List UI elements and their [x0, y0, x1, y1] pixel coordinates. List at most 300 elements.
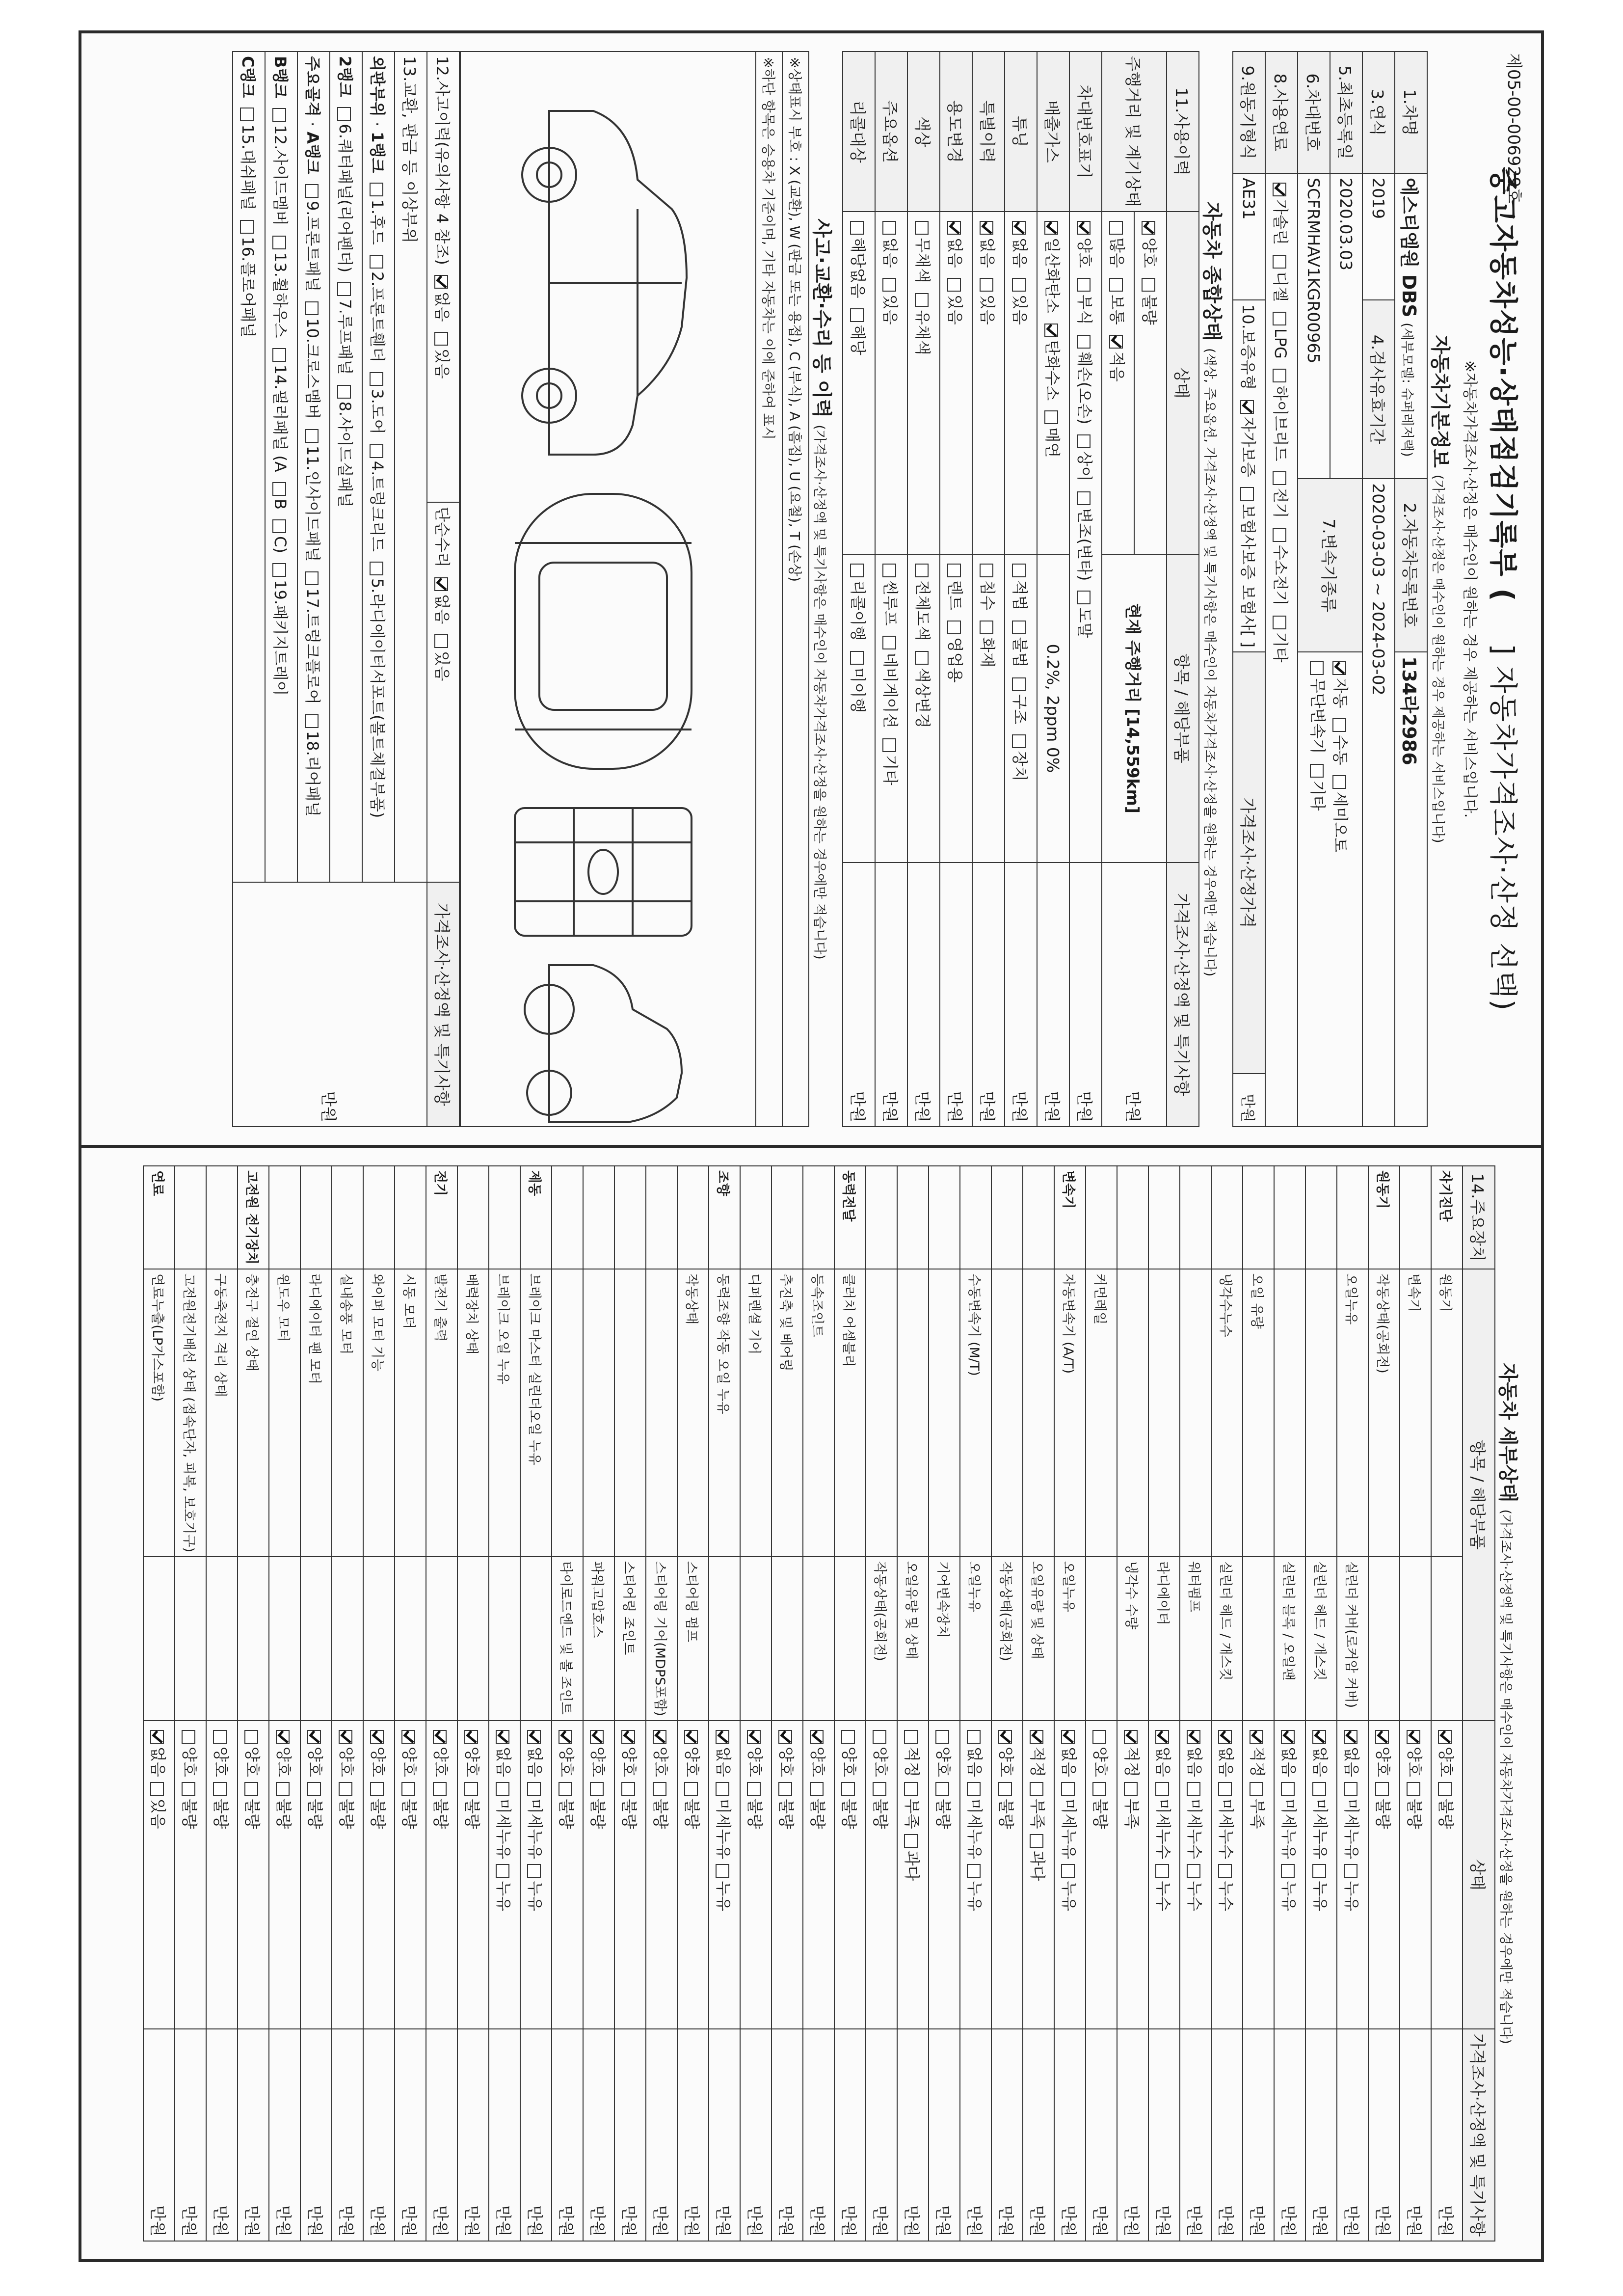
trans-opt-other: 기타	[1308, 780, 1327, 811]
detail-group: 연료	[143, 1166, 175, 1269]
detail-price-head: 가격조사·산정액 및 특기사항	[1463, 2029, 1495, 2241]
checkbox-icon[interactable]	[150, 1730, 164, 1744]
use-change-options	[940, 212, 972, 554]
checkbox-icon[interactable]	[337, 385, 351, 399]
vin-label: 6.차대번호	[1298, 52, 1330, 173]
checkbox-icon[interactable]	[182, 1782, 195, 1796]
checkbox-icon[interactable]	[1044, 221, 1058, 235]
checkbox-icon[interactable]	[1124, 1782, 1138, 1796]
opt: 부식	[1075, 294, 1094, 325]
detail-group	[960, 1166, 991, 1269]
checkbox-icon[interactable]	[850, 564, 864, 577]
state-option-label: 적정	[1248, 1746, 1267, 1777]
checkbox-icon[interactable]	[272, 519, 286, 533]
detail-row	[1243, 1166, 1274, 2241]
checkbox-icon[interactable]	[904, 1730, 918, 1744]
checkbox-icon[interactable]	[947, 621, 961, 634]
checkbox-icon[interactable]	[1142, 278, 1155, 292]
detail-row	[834, 1166, 866, 2241]
checkbox-icon[interactable]	[1109, 278, 1123, 292]
checkbox-icon[interactable]	[1012, 564, 1026, 577]
checkbox-icon[interactable]	[621, 1730, 635, 1744]
checkbox-icon[interactable]	[850, 651, 864, 665]
title-note: ※자동차가격조사·산정은 매수인이 원하는 경우 제공하는 서비스입니다.	[1461, 360, 1478, 818]
checkbox-icon[interactable]	[915, 293, 929, 307]
checkbox-icon[interactable]	[810, 1782, 824, 1796]
checkbox-icon[interactable]	[1250, 1782, 1263, 1796]
checkbox-icon[interactable]	[1012, 734, 1026, 748]
checkbox-icon[interactable]	[1044, 324, 1058, 337]
detail-part: 스티어링 조인트	[614, 1557, 646, 1721]
checkbox-icon[interactable]	[1312, 1730, 1326, 1744]
checkbox-icon[interactable]	[1310, 764, 1324, 778]
checkbox-icon[interactable]	[1142, 221, 1155, 235]
part: C)	[271, 536, 290, 553]
state-option-label: 누유	[1060, 1881, 1078, 1912]
special-history-sub	[972, 554, 1005, 863]
detail-price: 만원	[206, 2029, 238, 2241]
checkbox-icon[interactable]	[1332, 661, 1346, 675]
checkbox-icon[interactable]	[1092, 1782, 1106, 1796]
detail-row	[614, 1166, 646, 2241]
state-option-label: 부족	[1028, 1798, 1047, 1829]
checkbox-icon[interactable]	[980, 221, 993, 235]
checkbox-icon[interactable]	[1187, 1864, 1200, 1878]
vin-value: SCFRMHAV1KGR00965	[1298, 173, 1330, 479]
checkbox-icon[interactable]	[998, 1782, 1012, 1796]
checkbox-icon[interactable]	[339, 1730, 352, 1744]
checkbox-icon[interactable]	[1155, 1730, 1169, 1744]
checkbox-icon[interactable]	[684, 1782, 698, 1796]
checkbox-icon[interactable]	[1030, 1730, 1043, 1744]
detail-state	[1211, 1721, 1243, 2029]
state-option-label: 양호	[683, 1746, 701, 1777]
checkbox-icon[interactable]	[1061, 1730, 1075, 1744]
detail-subgroup: 실내송풍 모터	[332, 1269, 363, 1557]
checkbox-icon[interactable]	[305, 301, 319, 315]
checkbox-icon[interactable]	[1273, 369, 1286, 382]
checkbox-icon[interactable]	[1273, 312, 1286, 325]
checkbox-icon[interactable]	[1187, 1782, 1200, 1796]
checkbox-icon[interactable]	[1077, 591, 1091, 604]
checkbox-icon[interactable]	[244, 1730, 258, 1744]
checkbox-icon[interactable]	[496, 1730, 509, 1744]
checkbox-icon[interactable]	[1375, 1730, 1389, 1744]
checkbox-icon[interactable]	[873, 1730, 886, 1744]
checkbox-icon[interactable]	[276, 1782, 290, 1796]
detail-group	[1180, 1166, 1211, 1269]
checkbox-icon[interactable]	[433, 1730, 447, 1744]
checkbox-icon[interactable]	[464, 1730, 478, 1744]
checkbox-icon[interactable]	[1344, 1730, 1357, 1744]
state-option-label: 없음	[714, 1746, 733, 1777]
state-option-label: 없음	[1311, 1746, 1330, 1777]
detail-price: 만원	[866, 2029, 897, 2241]
checkbox-icon[interactable]	[882, 221, 896, 235]
detail-part: 오일누유	[1054, 1557, 1086, 1721]
checkbox-icon[interactable]	[716, 1730, 729, 1744]
checkbox-icon[interactable]	[590, 1730, 604, 1744]
checkbox-icon[interactable]	[272, 563, 286, 577]
opt: 양호	[1075, 237, 1094, 268]
detail-row	[175, 1166, 206, 2241]
checkbox-icon[interactable]	[1312, 1782, 1326, 1796]
simple-repair-row	[427, 502, 459, 882]
trans-opt-cvt: 무단변속기	[1308, 677, 1327, 754]
checkbox-icon[interactable]	[915, 564, 929, 577]
checkbox-icon[interactable]	[1310, 661, 1324, 675]
detail-subgroup: 작동상태(공회전)	[1368, 1269, 1400, 1557]
part: B	[271, 499, 290, 510]
checkbox-icon[interactable]	[1092, 1730, 1106, 1744]
checkbox-icon[interactable]	[527, 1782, 541, 1796]
state-option-label: 양호	[274, 1746, 293, 1777]
checkbox-icon[interactable]	[1344, 1782, 1357, 1796]
first-reg-value: 2020.03.03	[1330, 173, 1362, 479]
checkbox-icon[interactable]	[1250, 1730, 1263, 1744]
checkbox-icon[interactable]	[240, 108, 254, 121]
options-label: 주요옵션	[875, 52, 907, 212]
checkbox-icon[interactable]	[980, 278, 993, 292]
state-option-label: 없음	[149, 1746, 167, 1777]
detail-price: 만원	[175, 2029, 206, 2241]
checkbox-icon[interactable]	[1044, 410, 1058, 424]
checkbox-icon[interactable]	[1344, 1864, 1357, 1878]
checkbox-icon[interactable]	[1281, 1782, 1295, 1796]
opt: 있음	[433, 650, 452, 681]
rankA-label: A랭크	[303, 132, 322, 174]
checkbox-icon[interactable]	[850, 308, 864, 322]
checkbox-icon[interactable]	[434, 577, 448, 591]
checkbox-icon[interactable]	[935, 1782, 949, 1796]
state-option-label: 미세누유	[1342, 1798, 1361, 1860]
checkbox-icon[interactable]	[967, 1730, 981, 1744]
checkbox-icon[interactable]	[810, 1730, 824, 1744]
accident-legend-1: ※상태표시 부호 : X (교환), W (판금 또는 용접), C (부식), A (흠집), U (요철), T (손상)	[782, 51, 809, 1127]
checkbox-icon[interactable]	[1124, 1730, 1138, 1744]
checkbox-icon[interactable]	[1012, 278, 1026, 292]
checkbox-icon[interactable]	[1438, 1730, 1452, 1744]
detail-state	[332, 1721, 363, 2029]
checkbox-icon[interactable]	[1273, 616, 1286, 629]
checkbox-icon[interactable]	[307, 1782, 321, 1796]
state-option-label: 불량	[557, 1798, 576, 1829]
checkbox-icon[interactable]	[496, 1782, 509, 1796]
checkbox-icon[interactable]	[998, 1730, 1012, 1744]
checkbox-icon[interactable]	[370, 183, 383, 196]
state-option-label: 없음	[526, 1746, 544, 1777]
checkbox-icon[interactable]	[1407, 1782, 1420, 1796]
recall-options	[843, 212, 875, 554]
transmission-options	[1298, 652, 1362, 1127]
checkbox-icon[interactable]	[1012, 221, 1026, 235]
checkbox-icon[interactable]	[1155, 1782, 1169, 1796]
checkbox-icon[interactable]	[841, 1730, 855, 1744]
checkbox-icon[interactable]	[947, 221, 961, 235]
checkbox-icon[interactable]	[747, 1782, 761, 1796]
detail-group	[1400, 1166, 1431, 1269]
checkbox-icon[interactable]	[272, 348, 286, 362]
detail-price: 만원	[1117, 2029, 1148, 2241]
checkbox-icon[interactable]	[1077, 278, 1091, 292]
checkbox-icon[interactable]	[590, 1782, 604, 1796]
detail-group	[300, 1166, 332, 1269]
detail-price: 만원	[834, 2029, 866, 2241]
checkbox-icon[interactable]	[621, 1782, 635, 1796]
odometer-state	[1134, 212, 1167, 554]
checkbox-icon[interactable]	[434, 332, 448, 346]
reg-number-label: 2.자동차등록번호	[1395, 479, 1427, 652]
checkbox-icon[interactable]	[1332, 775, 1346, 789]
checkbox-icon[interactable]	[1077, 434, 1091, 448]
checkbox-icon[interactable]	[1218, 1864, 1232, 1878]
checkbox-icon[interactable]	[1332, 718, 1346, 732]
inspection-sheet	[79, 30, 1544, 2262]
checkbox-icon[interactable]	[653, 1782, 666, 1796]
checkbox-icon[interactable]	[1281, 1730, 1295, 1744]
checkbox-icon[interactable]	[967, 1864, 981, 1878]
state-option-label: 있음	[149, 1798, 167, 1829]
checkbox-icon[interactable]	[915, 651, 929, 665]
checkbox-icon[interactable]	[370, 1730, 384, 1744]
checkbox-icon[interactable]	[778, 1730, 792, 1744]
checkbox-icon[interactable]	[240, 220, 254, 234]
detail-price: 만원	[363, 2029, 395, 2241]
checkbox-icon[interactable]	[182, 1730, 195, 1744]
checkbox-icon[interactable]	[1012, 677, 1026, 691]
rank1-row: 외판부위 · 1랭크 1.후드 2.프론트휀더 3.도어 4.트렁크리드 5.라디에이터서포트(볼트체결부품)	[362, 52, 395, 882]
checkbox-icon[interactable]	[1030, 1834, 1043, 1848]
state-option-label: 양호	[588, 1746, 607, 1777]
checkbox-icon[interactable]	[559, 1730, 572, 1744]
checkbox-icon[interactable]	[339, 1782, 352, 1796]
fuel-opt-diesel: 디젤	[1271, 271, 1290, 302]
checkbox-icon[interactable]	[1012, 621, 1026, 634]
detail-subgroup: 와이퍼 모터 기능	[363, 1269, 395, 1557]
checkbox-icon[interactable]	[150, 1782, 164, 1796]
checkbox-icon[interactable]	[559, 1782, 572, 1796]
checkbox-icon[interactable]	[527, 1730, 541, 1744]
detail-state	[489, 1721, 520, 2029]
checkbox-icon[interactable]	[1273, 255, 1286, 269]
checkbox-icon[interactable]	[401, 1730, 415, 1744]
title-part-b: ] 자동차가격조사·산정 선택)	[1487, 644, 1520, 1012]
detail-group	[929, 1166, 960, 1269]
checkbox-icon[interactable]	[1438, 1782, 1452, 1796]
part: 18.리어패널	[303, 730, 322, 817]
detail-subgroup: 라디에이터 팬 모터	[300, 1269, 332, 1557]
checkbox-icon[interactable]	[307, 1730, 321, 1744]
opt: 리콜이행	[849, 580, 867, 641]
detail-state	[1180, 1721, 1211, 2029]
vin-marking-options	[1069, 212, 1102, 863]
checkbox-icon[interactable]	[1061, 1782, 1075, 1796]
detail-group	[1211, 1166, 1243, 1269]
detail-part	[206, 1557, 238, 1721]
checkbox-icon[interactable]	[684, 1730, 698, 1744]
opt: 렌트	[946, 580, 964, 611]
checkbox-icon[interactable]	[337, 282, 351, 296]
detail-part	[1400, 1557, 1431, 1721]
fuel-opt-electric: 전기	[1271, 487, 1290, 518]
detail-group	[583, 1166, 614, 1269]
detail-part	[332, 1557, 363, 1721]
detail-row	[772, 1166, 803, 2241]
checkbox-icon[interactable]	[1281, 1864, 1295, 1878]
part: 10.크로스멤버	[303, 318, 322, 419]
checkbox-icon[interactable]	[935, 1730, 949, 1744]
detail-group	[772, 1166, 803, 1269]
detail-price: 만원	[143, 2029, 175, 2241]
checkbox-icon[interactable]	[272, 108, 286, 122]
opt: 썬루프	[881, 580, 900, 626]
checkbox-icon[interactable]	[1061, 1864, 1075, 1878]
checkbox-icon[interactable]	[370, 1782, 384, 1796]
checkbox-icon[interactable]	[1273, 183, 1286, 196]
checkbox-icon[interactable]	[272, 482, 286, 496]
checkbox-icon[interactable]	[873, 1782, 886, 1796]
checkbox-icon[interactable]	[904, 1782, 918, 1796]
detail-group	[866, 1166, 897, 1269]
checkbox-icon[interactable]	[244, 1782, 258, 1796]
checkbox-icon[interactable]	[213, 1782, 227, 1796]
detail-row	[1431, 1166, 1463, 2241]
checkbox-icon[interactable]	[305, 429, 319, 443]
checkbox-icon[interactable]	[882, 636, 896, 649]
checkbox-icon[interactable]	[980, 564, 993, 577]
detail-row	[332, 1166, 363, 2241]
detail-subgroup: 연료누출(LP가스포함)	[143, 1269, 175, 1557]
state-option-label: 누유	[526, 1881, 544, 1912]
detail-subgroup: 브레이크 오일 누유	[489, 1269, 520, 1557]
detail-price: 만원	[1274, 2029, 1305, 2241]
checkbox-icon[interactable]	[1109, 335, 1123, 349]
checkbox-icon[interactable]	[882, 738, 896, 752]
detail-part	[803, 1557, 834, 1721]
checkbox-icon[interactable]	[1077, 491, 1091, 505]
checkbox-icon[interactable]	[276, 1730, 290, 1744]
checkbox-icon[interactable]	[1077, 335, 1091, 349]
detail-table	[143, 1165, 1495, 2242]
checkbox-icon[interactable]	[1030, 1782, 1043, 1796]
detail-part	[269, 1557, 300, 1721]
checkbox-icon[interactable]	[1187, 1730, 1200, 1744]
checkbox-icon[interactable]	[980, 621, 993, 634]
detail-state	[1305, 1721, 1337, 2029]
rankC-row	[233, 52, 265, 882]
state-option-label: 불량	[651, 1798, 670, 1829]
checkbox-icon[interactable]	[653, 1730, 666, 1744]
checkbox-icon[interactable]	[213, 1730, 227, 1744]
rank2-label: 2랭크	[336, 56, 354, 98]
checkbox-icon[interactable]	[1375, 1782, 1389, 1796]
checkbox-icon[interactable]	[967, 1782, 981, 1796]
opt: 색상변경	[913, 667, 932, 729]
opt: 있음	[946, 294, 964, 325]
checkbox-icon[interactable]	[370, 372, 383, 386]
checkbox-icon[interactable]	[1155, 1864, 1169, 1878]
opt: 침수	[978, 580, 997, 611]
opt: 영업용	[946, 637, 964, 683]
detail-row	[677, 1166, 709, 2241]
checkbox-icon[interactable]	[305, 714, 319, 728]
checkbox-icon[interactable]	[272, 236, 286, 249]
detail-state	[426, 1721, 457, 2029]
opt: 장치	[1011, 751, 1029, 782]
checkbox-icon[interactable]	[464, 1782, 478, 1796]
checkbox-icon[interactable]	[370, 255, 383, 269]
opt: 무채색	[913, 237, 932, 283]
detail-group	[363, 1166, 395, 1269]
warranty-label: 10.보증유형	[1239, 304, 1257, 390]
checkbox-icon[interactable]	[1218, 1782, 1232, 1796]
detail-row	[1368, 1166, 1400, 2241]
state-option-label: 양호	[337, 1746, 356, 1777]
checkbox-icon[interactable]	[747, 1730, 761, 1744]
checkbox-icon[interactable]	[527, 1864, 541, 1878]
checkbox-icon[interactable]	[1077, 221, 1091, 235]
accident-title	[809, 51, 837, 1127]
checkbox-icon[interactable]	[1312, 1864, 1326, 1878]
opt: 화재	[978, 637, 997, 668]
checkbox-icon[interactable]	[305, 184, 319, 198]
checkbox-icon[interactable]	[716, 1782, 729, 1796]
checkbox-icon[interactable]	[947, 564, 961, 577]
checkbox-icon[interactable]	[1273, 471, 1286, 485]
checkbox-icon[interactable]	[947, 278, 961, 292]
checkbox-icon[interactable]	[882, 564, 896, 577]
detail-row	[1054, 1166, 1086, 2241]
checkbox-icon[interactable]	[841, 1782, 855, 1796]
checkbox-icon[interactable]	[1273, 528, 1286, 542]
main-title	[1485, 51, 1526, 1127]
checkbox-icon[interactable]	[433, 1782, 447, 1796]
detail-group: 자기진단	[1431, 1166, 1463, 1269]
checkbox-icon[interactable]	[1109, 221, 1123, 235]
detail-part: 기어변속장치	[929, 1557, 960, 1721]
checkbox-icon[interactable]	[1218, 1730, 1232, 1744]
checkbox-icon[interactable]	[850, 221, 864, 235]
reg-number-value: 134라2986	[1395, 652, 1427, 1127]
checkbox-icon[interactable]	[778, 1782, 792, 1796]
checkbox-icon[interactable]	[1240, 400, 1254, 414]
detail-subgroup: 충전구 절연 상태	[238, 1269, 269, 1557]
state-option-label: 양호	[871, 1746, 890, 1777]
state-option-label: 양호	[180, 1746, 199, 1777]
checkbox-icon[interactable]	[904, 1834, 918, 1848]
fuel-opt-lpg: LPG	[1271, 328, 1290, 359]
checkbox-icon[interactable]	[434, 275, 448, 289]
checkbox-icon[interactable]	[1240, 487, 1254, 501]
checkbox-icon[interactable]	[496, 1864, 509, 1878]
checkbox-icon[interactable]	[1407, 1730, 1420, 1744]
detail-price: 만원	[1400, 2029, 1431, 2241]
checkbox-icon[interactable]	[882, 278, 896, 292]
checkbox-icon[interactable]	[434, 634, 448, 648]
checkbox-icon[interactable]	[915, 221, 929, 235]
detail-price: 만원	[646, 2029, 677, 2241]
detail-group	[803, 1166, 834, 1269]
detail-price: 만원	[897, 2029, 929, 2241]
checkbox-icon[interactable]	[337, 107, 351, 121]
checkbox-icon[interactable]	[370, 444, 383, 458]
checkbox-icon[interactable]	[716, 1864, 729, 1878]
opt: 없음	[1011, 237, 1029, 268]
checkbox-icon[interactable]	[370, 562, 383, 575]
checkbox-icon[interactable]	[401, 1782, 415, 1796]
checkbox-icon[interactable]	[305, 571, 319, 585]
detail-group	[489, 1166, 520, 1269]
